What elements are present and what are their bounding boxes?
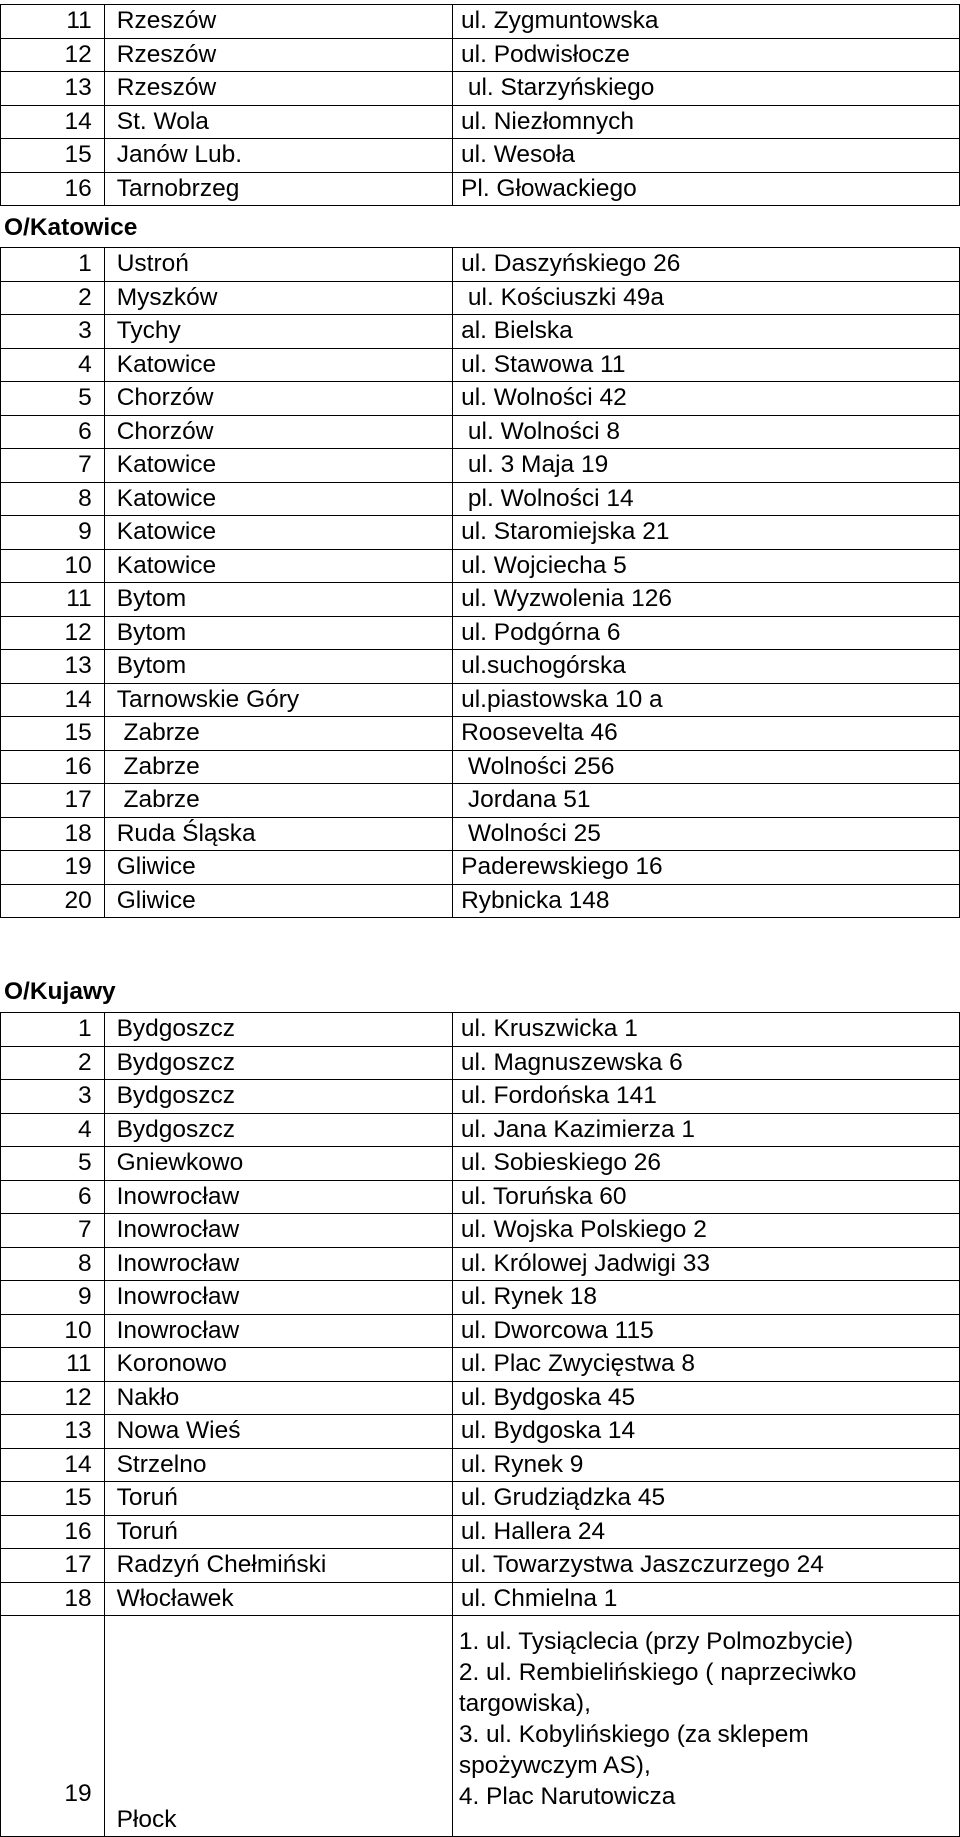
address-cell: pl. Wolności 14 [453,482,960,516]
address-line: 1. ul. Tysiąclecia (przy Polmozbycie) [458,1628,854,1655]
row-number: 4 [1,1113,105,1147]
address-cell: ul. Kruszwicka 1 [452,1013,959,1047]
city-cell: Bytom [104,616,452,650]
table-row [1,139,960,173]
table-row [1,616,960,650]
table-row [1,750,960,784]
address-table [0,4,960,206]
row-number: 6 [1,1180,105,1214]
address-cell: ul. Staromiejska 21 [453,516,960,550]
row-number: 1 [1,248,105,282]
table-row [1,449,960,483]
address-cell: ul. Toruńska 60 [452,1180,959,1214]
city-cell: Inowrocław [104,1281,452,1315]
address-cell: ul. Starzyńskiego [453,72,960,106]
row-number: 14 [1,683,105,717]
city-cell: Katowice [104,516,452,550]
city-cell: Ruda Śląska [104,817,452,851]
city-cell: Bytom [104,583,452,617]
city-cell: Ustroń [104,248,452,282]
city-cell: Inowrocław [104,1180,452,1214]
city-cell: Inowrocław [104,1247,452,1281]
row-number-text: 19 [64,1780,92,1807]
table-row [1,38,960,72]
table-row [1,382,960,416]
address-cell: Roosevelta 46 [453,717,960,751]
table-row [1,717,960,751]
table-row [1,1482,960,1516]
table-row [1,1180,960,1214]
row-number: 9 [1,516,105,550]
city-cell: Rzeszów [104,72,452,106]
city-cell: Zabrze [104,717,452,751]
row-number: 18 [1,1582,105,1616]
city-cell: Katowice [104,449,452,483]
table-row [1,516,960,550]
address-cell: ul. Sobieskiego 26 [452,1147,959,1181]
table-row-multiline [1,1616,960,1837]
row-number: 16 [1,750,105,784]
row-number: 12 [1,616,105,650]
city-cell: Gliwice [104,884,452,918]
address-line: 4. Plac Narutowicza [458,1783,676,1810]
row-number: 13 [1,1415,105,1449]
address-cell: ul. Bydgoska 14 [452,1415,959,1449]
row-number: 4 [1,348,105,382]
row-number: 14 [1,105,105,139]
row-number: 10 [1,1314,105,1348]
address-cell: ul. Wolności 42 [453,382,960,416]
table-row [1,1214,960,1248]
table-row [1,784,960,818]
table-row [1,1113,960,1147]
city-cell: Toruń [104,1482,452,1516]
row-number: 19 [1,851,105,885]
table-row [1,1147,960,1181]
row-number: 1 [1,1013,105,1047]
table-row [1,1281,960,1315]
address-cell: ul. Wojska Polskiego 2 [452,1214,959,1248]
table-row [1,817,960,851]
table-row [1,650,960,684]
table-row [1,315,960,349]
row-number: 18 [1,817,105,851]
city-cell [104,1616,452,1837]
address-cell: Paderewskiego 16 [453,851,960,885]
address-line: spożywczym AS), [458,1752,651,1779]
row-number: 7 [1,1214,105,1248]
row-number: 15 [1,1482,105,1516]
address-cell: ul. Fordońska 141 [452,1080,959,1114]
city-cell: St. Wola [104,105,452,139]
city-cell: Bytom [104,650,452,684]
row-number [1,1616,105,1837]
city-cell: Janów Lub. [104,139,452,173]
address-cell: ul. Wolności 8 [453,415,960,449]
address-cell: ul. Zygmuntowska [453,5,960,39]
row-number: 10 [1,549,105,583]
city-cell: Gliwice [104,851,452,885]
table-row [1,1013,960,1047]
table-row [1,1314,960,1348]
address-cell: Pl. Głowackiego [453,172,960,206]
address-cell: ul. Towarzystwa Jaszczurzego 24 [452,1549,959,1583]
address-cell: ul. Rynek 18 [452,1281,959,1315]
city-cell: Nakło [104,1381,452,1415]
table-row [1,1046,960,1080]
address-line: targowiska), [458,1690,591,1717]
row-number: 11 [1,1348,105,1382]
city-cell: Myszków [104,281,452,315]
row-number: 3 [1,1080,105,1114]
city-cell: Bydgoszcz [104,1046,452,1080]
row-number: 6 [1,415,105,449]
row-number: 17 [1,784,105,818]
city-text: Płock [116,1806,177,1833]
table-row [1,1348,960,1382]
address-line: 3. ul. Kobylińskiego (za sklepem [458,1721,809,1748]
address-cell: ul.suchogórska [453,650,960,684]
address-cell: Jordana 51 [453,784,960,818]
table-row [1,248,960,282]
address-cell: ul. Podgórna 6 [453,616,960,650]
section-title: O/Katowice [4,214,138,241]
table-row [1,1247,960,1281]
table-row [1,1415,960,1449]
city-cell: Gniewkowo [104,1147,452,1181]
row-number: 11 [1,583,105,617]
address-cell [452,1616,959,1837]
address-cell: Wolności 25 [453,817,960,851]
address-cell: ul. Wojciecha 5 [453,549,960,583]
row-number: 13 [1,650,105,684]
row-number: 20 [1,884,105,918]
table-row [1,851,960,885]
city-cell: Bydgoszcz [104,1080,452,1114]
address-cell: ul. Stawowa 11 [453,348,960,382]
address-cell: ul. Podwisłocze [453,38,960,72]
table-row [1,583,960,617]
city-cell: Nowa Wieś [104,1415,452,1449]
address-cell: ul. Wesoła [453,139,960,173]
table-row [1,1549,960,1583]
table-row [1,281,960,315]
section-title: O/Kujawy [4,978,116,1005]
address-table [0,1012,960,1837]
row-number: 8 [1,1247,105,1281]
table-row [1,415,960,449]
row-number: 13 [1,72,105,106]
table-row [1,1381,960,1415]
city-cell: Strzelno [104,1448,452,1482]
address-cell: ul. Rynek 9 [452,1448,959,1482]
address-cell: ul. Niezłomnych [453,105,960,139]
table-row [1,549,960,583]
row-number: 5 [1,382,105,416]
table-row [1,5,960,39]
table-row [1,1582,960,1616]
city-cell: Koronowo [104,1348,452,1382]
city-cell: Radzyń Chełmiński [104,1549,452,1583]
row-number: 12 [1,38,105,72]
table-row [1,482,960,516]
row-number: 17 [1,1549,105,1583]
city-cell: Inowrocław [104,1214,452,1248]
address-cell: ul. Królowej Jadwigi 33 [452,1247,959,1281]
address-cell: ul. 3 Maja 19 [453,449,960,483]
city-cell: Tychy [104,315,452,349]
city-cell: Włocławek [104,1582,452,1616]
table-row [1,1448,960,1482]
row-number: 15 [1,139,105,173]
city-cell: Tarnowskie Góry [104,683,452,717]
address-cell: ul. Jana Kazimierza 1 [452,1113,959,1147]
table-row [1,884,960,918]
table-row [1,1080,960,1114]
city-cell: Zabrze [104,750,452,784]
city-cell: Bydgoszcz [104,1013,452,1047]
row-number: 12 [1,1381,105,1415]
row-number: 16 [1,1515,105,1549]
city-cell: Chorzów [104,382,452,416]
city-cell: Inowrocław [104,1314,452,1348]
row-number: 2 [1,1046,105,1080]
table-row [1,1515,960,1549]
address-cell: ul. Daszyńskiego 26 [453,248,960,282]
address-table [0,247,960,918]
city-cell: Rzeszów [104,5,452,39]
address-cell: ul. Grudziądzka 45 [452,1482,959,1516]
address-cell: ul. Wyzwolenia 126 [453,583,960,617]
city-cell: Rzeszów [104,38,452,72]
address-line: 2. ul. Rembielińskiego ( naprzeciwko [458,1659,857,1686]
address-cell: al. Bielska [453,315,960,349]
row-number: 9 [1,1281,105,1315]
city-cell: Toruń [104,1515,452,1549]
row-number: 2 [1,281,105,315]
row-number: 15 [1,717,105,751]
table-row [1,72,960,106]
city-cell: Zabrze [104,784,452,818]
city-cell: Chorzów [104,415,452,449]
table-row [1,683,960,717]
city-cell: Katowice [104,348,452,382]
address-cell: ul. Chmielna 1 [452,1582,959,1616]
row-number: 11 [1,5,105,39]
address-cell: ul. Dworcowa 115 [452,1314,959,1348]
row-number: 5 [1,1147,105,1181]
address-cell: ul.piastowska 10 a [453,683,960,717]
row-number: 3 [1,315,105,349]
row-number: 8 [1,482,105,516]
address-cell: Wolności 256 [453,750,960,784]
table-row [1,105,960,139]
row-number: 16 [1,172,105,206]
row-number: 14 [1,1448,105,1482]
address-cell: Rybnicka 148 [453,884,960,918]
city-cell: Bydgoszcz [104,1113,452,1147]
city-cell: Katowice [104,482,452,516]
address-cell: ul. Plac Zwycięstwa 8 [452,1348,959,1382]
city-cell: Tarnobrzeg [104,172,452,206]
address-cell: ul. Bydgoska 45 [452,1381,959,1415]
address-cell: ul. Hallera 24 [452,1515,959,1549]
address-cell: ul. Magnuszewska 6 [452,1046,959,1080]
city-cell: Katowice [104,549,452,583]
address-cell: ul. Kościuszki 49a [453,281,960,315]
row-number: 7 [1,449,105,483]
table-row [1,172,960,206]
table-row [1,348,960,382]
